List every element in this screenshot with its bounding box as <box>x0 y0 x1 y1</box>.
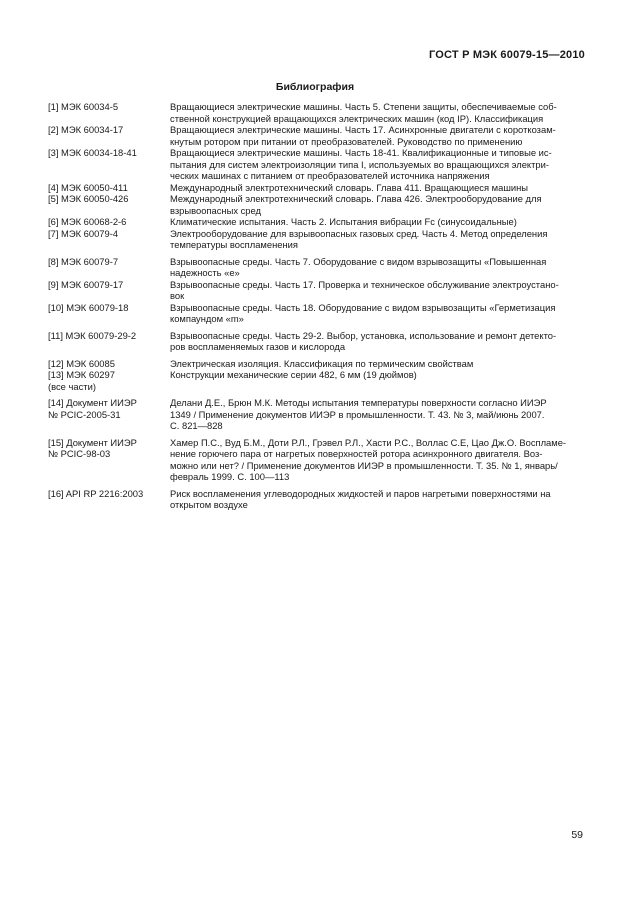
reference-line: [5] МЭК 60050-426 <box>48 193 129 204</box>
bibliography-entry <box>48 228 588 251</box>
entry-description <box>170 147 588 182</box>
description-line: 1349 / Применение документов ИИЭР в промышленности. Т. 43. № 3, май/июнь 2007. <box>170 408 545 420</box>
description-line: февраль 1999. С. 100—113 <box>170 471 290 482</box>
entry-reference <box>48 228 170 251</box>
entry-reference <box>48 124 170 147</box>
bibliography-entry <box>48 147 588 182</box>
description-line: можно или нет? / Применение документов ИИЭР в промышленности. Т. 35. № 1, январь/ <box>170 459 558 471</box>
description-line: Международный электротехнический словарь. Глава 426. Электрооборудование для <box>170 193 542 204</box>
entry-reference <box>48 216 170 228</box>
bibliography-entry <box>48 397 588 432</box>
entry-description <box>170 193 588 216</box>
bibliography-entry <box>48 488 588 511</box>
bibliography-entry <box>48 437 588 483</box>
bibliography-entry <box>48 182 588 194</box>
description-line: вок <box>170 290 185 301</box>
reference-line: [8] МЭК 60079-7 <box>48 255 119 267</box>
bibliography-list <box>48 101 588 511</box>
entry-description <box>170 358 588 370</box>
entry-description <box>170 302 588 325</box>
bibliography-entry <box>48 216 588 228</box>
entry-reference <box>48 193 170 216</box>
bibliography-entry <box>48 330 588 353</box>
reference-line: № PCIC-98-03 <box>48 448 111 459</box>
entry-reference <box>48 182 170 194</box>
reference-line: (все части) <box>48 380 96 392</box>
entry-reference <box>48 302 170 325</box>
entry-reference <box>48 358 170 370</box>
description-line: Взрывоопасные среды. Часть 7. Оборудование с видом взрывозащиты «Повышенная <box>170 255 547 267</box>
bibliography-entry <box>48 101 588 124</box>
description-line: кнутым ротором при питании от преобразователей. Руководство по применению <box>170 135 523 147</box>
entry-reference <box>48 369 170 392</box>
entry-description <box>170 228 588 251</box>
description-line: температуры воспламенения <box>170 239 298 250</box>
description-line: пытания для систем электроизоляции типа I, используемых во вращающихся электри- <box>170 158 549 170</box>
bibliography-entry <box>48 279 588 302</box>
entry-reference <box>48 397 170 432</box>
description-line: С. 821—828 <box>170 420 223 431</box>
description-line: Взрывоопасные среды. Часть 18. Оборудование с видом взрывозащиты «Герметизация <box>170 301 556 313</box>
description-line: Конструкции механические серии 482, 6 мм (19 дюймов) <box>170 369 417 380</box>
description-line: Риск воспламенения углеводородных жидкостей и паров нагретыми поверхностями на <box>170 487 551 499</box>
description-line: взрывоопасных сред <box>170 204 261 216</box>
description-line: Вращающиеся электрические машины. Часть 17. Асинхронные двигатели с короткозам- <box>170 124 556 135</box>
description-line: ственной конструкцией вращающихся электрических машин (код IP). Классификация <box>170 112 544 124</box>
standard-header: ГОСТ Р МЭК 60079-15—2010 <box>428 49 585 61</box>
description-line: Взрывоопасные среды. Часть 17. Проверка и техническое обслуживание электроустано- <box>170 278 559 290</box>
bibliography-title: Библиография <box>275 81 355 93</box>
entry-description <box>170 488 588 511</box>
entry-description <box>170 279 588 302</box>
entry-reference <box>48 437 170 483</box>
reference-line: [11] МЭК 60079-29-2 <box>48 329 137 341</box>
description-line: Делани Д.Е., Брюн М.К. Методы испытания температуры поверхности согласно ИИЭР <box>170 397 547 408</box>
entry-reference <box>48 330 170 353</box>
description-line: открытом воздухе <box>170 499 248 510</box>
description-line: нение горючего пара от нагретых поверхностей ротора асинхронного двигателя. Воз- <box>170 448 543 459</box>
entry-description <box>170 216 588 228</box>
description-line: Хамер П.С., Вуд Б.М., Доти Р.Л., Грэвел Р.Л., Хасти Р.С., Воллас С.Е, Цао Дж.О. Воспламе- <box>170 436 567 448</box>
entry-description <box>170 369 588 392</box>
reference-line: [15] Документ ИИЭР <box>48 436 137 448</box>
reference-line: [3] МЭК 60034-18-41 <box>48 147 137 158</box>
reference-line: [2] МЭК 60034-17 <box>48 124 124 135</box>
description-line: ческих машинах с питанием от преобразователей источника напряжения <box>170 170 490 181</box>
description-line: ров воспламеняемых газов и кислорода <box>170 341 346 352</box>
bibliography-entry <box>48 256 588 279</box>
reference-line: [4] МЭК 60050-411 <box>48 181 128 193</box>
entry-description <box>170 256 588 279</box>
description-line: Международный электротехнический словарь. Глава 411. Вращающиеся машины <box>170 181 528 193</box>
description-line: надежность «е» <box>170 267 240 278</box>
reference-line: № PCIC-2005-31 <box>48 408 121 420</box>
description-line: компаундом «m» <box>170 313 244 324</box>
reference-line: [16] API RP 2216:2003 <box>48 487 144 499</box>
description-line: Климатические испытания. Часть 2. Испытания вибрации Fc (синусоидальные) <box>170 216 517 227</box>
description-line: Электрическая изоляция. Классификация по термическим свойствам <box>170 357 474 369</box>
entry-description <box>170 182 588 194</box>
entry-reference <box>48 147 170 182</box>
bibliography-entry <box>48 193 588 216</box>
bibliography-entry <box>48 124 588 147</box>
bibliography-entry <box>48 369 588 392</box>
entry-description <box>170 124 588 147</box>
entry-description <box>170 101 588 124</box>
entry-reference <box>48 256 170 279</box>
reference-line: [1] МЭК 60034-5 <box>48 101 119 112</box>
entry-reference <box>48 279 170 302</box>
reference-line: [10] МЭК 60079-18 <box>48 301 129 313</box>
entry-reference <box>48 488 170 511</box>
page-number: 59 <box>571 829 583 841</box>
description-line: Электрооборудование для взрывоопасных газовых сред. Часть 4. Метод определения <box>170 227 548 239</box>
reference-line: [6] МЭК 60068-2-6 <box>48 216 127 227</box>
reference-line: [12] МЭК 60085 <box>48 357 115 369</box>
description-line: Взрывоопасные среды. Часть 29-2. Выбор, установка, использование и ремонт детекто- <box>170 329 557 341</box>
bibliography-entry <box>48 302 588 325</box>
entry-description <box>170 330 588 353</box>
bibliography-entry <box>48 358 588 370</box>
entry-reference <box>48 101 170 124</box>
reference-line: [14] Документ ИИЭР <box>48 397 137 408</box>
reference-line: [7] МЭК 60079-4 <box>48 227 119 239</box>
reference-line: [9] МЭК 60079-17 <box>48 278 124 290</box>
entry-description <box>170 437 588 483</box>
reference-line: [13] МЭК 60297 <box>48 369 115 380</box>
description-line: Вращающиеся электрические машины. Часть 18-41. Квалификационные и типовые ис- <box>170 147 552 158</box>
description-line: Вращающиеся электрические машины. Часть 5. Степени защиты, обеспечиваемые соб- <box>170 101 557 112</box>
entry-description <box>170 397 588 432</box>
